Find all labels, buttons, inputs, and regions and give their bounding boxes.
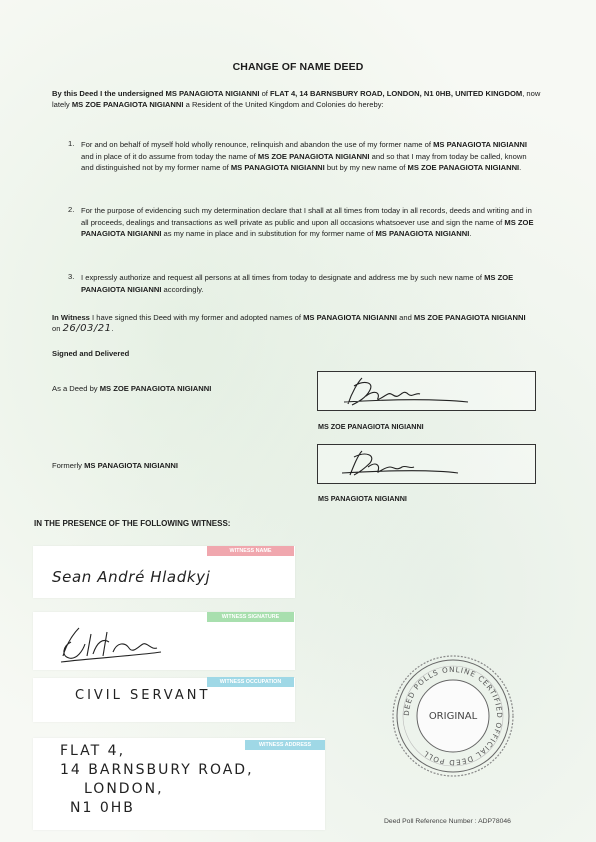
intro-new-name: MS ZOE PANAGIOTA NIGIANNI [71, 100, 184, 110]
intro-tail: a Resident of the United Kingdom and Colonies do hereby: [183, 100, 384, 110]
signed-delivered-text: Signed and Delivered [52, 349, 130, 358]
address-line: 14 BARNSBURY ROAD, [60, 762, 254, 778]
formerly-name: MS PANAGIOTA NIGIANNI [84, 461, 178, 470]
address-line: LONDON, [84, 781, 164, 797]
item-1-b: and in place of it do assume from today the name of [81, 151, 258, 161]
document-title: CHANGE OF NAME DEED [232, 61, 364, 73]
witness-address-tag: WITNESS ADDRESS [245, 740, 325, 750]
item-3-number: 3. [68, 272, 75, 281]
item-2-b: as my name in place and in substitution for my former name of [161, 229, 376, 239]
witness-clause-end: . [111, 324, 114, 334]
item-2-former: MS PANAGIOTA NIGIANNI [375, 229, 470, 239]
intro-now-lately: , now lately [52, 89, 541, 110]
intro-paragraph [52, 88, 558, 111]
signature-former-name [318, 445, 535, 483]
item-1-a: For and on behalf of myself hold wholly renounce, relinquish and abandon the use of my former name of [81, 140, 434, 149]
intro-former-name: MS PANAGIOTA NIGIANNI [165, 89, 260, 98]
item-1-former: MS PANAGIOTA NIGIANNI [433, 140, 527, 149]
signature-caption-new-name: MS ZOE PANAGIOTA NIGIANNI [318, 422, 424, 431]
witness-clause-b: I have signed this Deed with my former and adopted names of [89, 313, 304, 322]
item-1-d: but by my new name of [324, 163, 408, 173]
formerly-label [52, 460, 178, 471]
item-2-text [81, 205, 539, 240]
item-3-a: I expressly authorize and request all persons at all times from today to designate and address me by such new name of [81, 273, 485, 282]
signature-caption-former-name: MS PANAGIOTA NIGIANNI [318, 494, 407, 503]
reference-number: Deed Poll Reference Number : ADP78046 [384, 818, 511, 825]
item-1-former2: MS PANAGIOTA NIGIANNI [230, 163, 325, 173]
item-2-c: . [469, 229, 472, 239]
witness-clause-new: MS ZOE PANAGIOTA NIGIANNI [413, 313, 526, 322]
witness-occupation-tag: WITNESS OCCUPATION [207, 677, 294, 687]
witness-clause-and: and [397, 313, 414, 322]
item-3-text [81, 272, 539, 295]
item-1-new2: MS ZOE PANAGIOTA NIGIANNI [407, 163, 520, 173]
item-3-new: MS ZOE PANAGIOTA NIGIANNI [81, 273, 514, 294]
certified-seal [390, 653, 516, 779]
address-line: N1 0HB [70, 800, 135, 816]
signature-box-former-name [317, 444, 536, 484]
intro-lead: By this Deed I the undersigned [52, 89, 166, 98]
witness-address-handwritten [60, 742, 254, 818]
item-2-new: MS ZOE PANAGIOTA NIGIANNI [81, 217, 534, 239]
formerly-prefix: Formerly [52, 461, 85, 470]
item-2-number: 2. [68, 205, 75, 214]
seal-center-text: ORIGINAL [428, 711, 478, 722]
witness-name-tag: WITNESS NAME [207, 546, 294, 556]
handwritten-date: 26/03/21 [62, 323, 112, 335]
intro-of: of [259, 89, 271, 98]
witness-signature-tag: WITNESS SIGNATURE [207, 612, 294, 622]
witness-clause [52, 312, 532, 335]
item-1-e: . [519, 163, 522, 173]
item-3-b: accordingly. [161, 284, 204, 294]
item-2-a: For the purpose of evidencing such my determination declare that I shall at all times from today in all records, deeds and writing and in all proceeds, dealings and transactions as well private as public and upon all occasions whatsoever use and sign the name of [81, 206, 532, 227]
witness-name-handwritten: Sean André Hladkyj [52, 568, 211, 586]
as-deed-prefix: As a Deed by [52, 384, 100, 393]
intro-address: FLAT 4, 14 BARNSBURY ROAD, LONDON, N1 0HB, UNITED KINGDOM [270, 89, 523, 98]
as-deed-label [52, 383, 211, 394]
item-1-text [81, 139, 539, 174]
signed-delivered [52, 348, 129, 359]
address-line: FLAT 4, [60, 743, 126, 759]
witness-occupation-handwritten: CIVIL SERVANT [75, 688, 211, 703]
witness-clause-on: on [52, 324, 63, 334]
item-1-number: 1. [68, 139, 75, 148]
item-1-c: and so that I may from today be called, known and distinguished not by my former name of [81, 151, 527, 173]
signature-new-name [318, 372, 535, 410]
signature-box-new-name [317, 371, 536, 411]
seal-ring-text: DEED POLLS ONLINE CERTIFIED OFFICIAL DEED POLL [401, 664, 505, 768]
witness-heading: IN THE PRESENCE OF THE FOLLOWING WITNESS: [34, 519, 231, 528]
witness-clause-former: MS PANAGIOTA NIGIANNI [303, 313, 398, 322]
item-1-new: MS ZOE PANAGIOTA NIGIANNI [257, 151, 370, 161]
in-witness: In Witness [52, 313, 90, 322]
as-deed-name: MS ZOE PANAGIOTA NIGIANNI [99, 384, 212, 393]
